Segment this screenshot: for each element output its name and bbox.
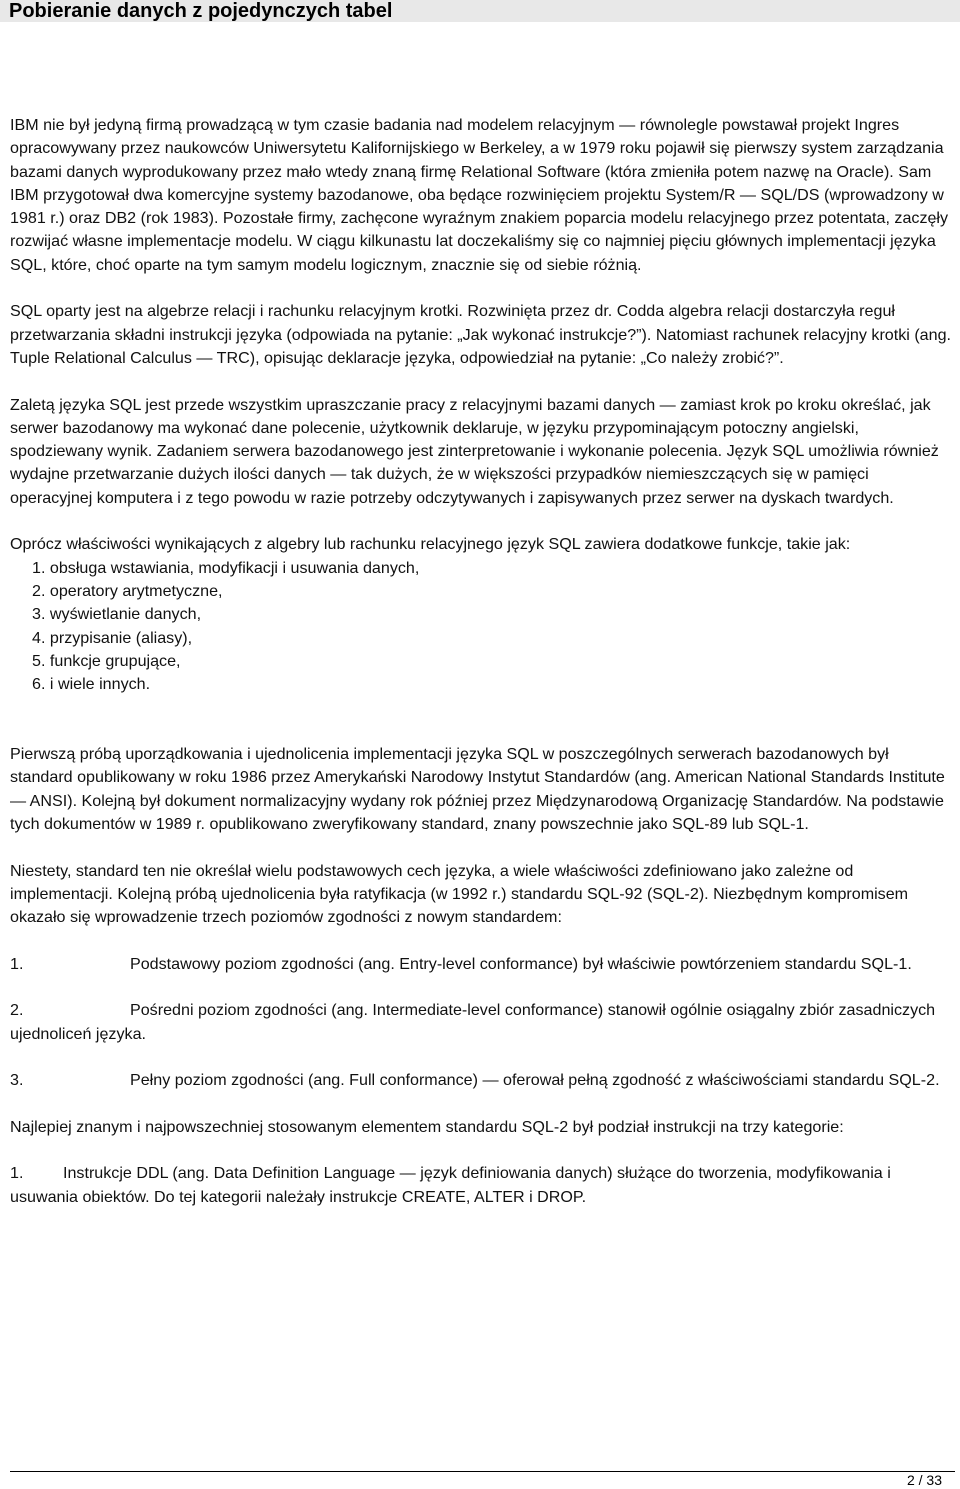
list-item: 6. i wiele innych. — [32, 675, 151, 694]
list-item: 2. operatory arytmetyczne, — [32, 581, 223, 600]
page-number: 2 / 33 — [906, 1472, 942, 1488]
category-text: Instrukcje DDL (ang. Data Definition Language — język definiowania danych) służące do tworzenia, modyfikowania i usuwania obiektów. Do tej kategorii należały instrukcje CREATE, ALTER i DROP. — [10, 1164, 891, 1206]
level-text: Podstawowy poziom zgodności (ang. Entry-level conformance) był właściwie powtórzeniem standardu SQL-1. — [130, 954, 912, 973]
paragraph-sql92: Niestety, standard ten nie określał wielu podstawowych cech języka, a wiele właściwości zdefiniowano jako zależne od implementacji. Kolejną próbą ujednolicenia była ratyfikacja (w 1992 r.) standardu SQL-92 (SQL-2). Niezbędnym kompromisem okazało się wprowadzenie trzech poziomów zgodności z nowym standardem: — [10, 861, 909, 927]
paragraph-algebra: SQL oparty jest na algebrze relacji i rachunku relacyjnym krotki. Rozwinięta przez dr. Codda algebra relacji dostarczyła reguł przetwarzania składni instrukcji języka (odpowiada na pytanie: „Jak wykonać instrukcje?”). Natomiast rachunek relacyjny krotki (ang. Tuple Relational Calculus — TRC), opisując deklaracje języka, odpowiedział na pytanie: „Co należy zrobić?”. — [10, 302, 951, 367]
category-ddl — [10, 1162, 955, 1209]
conformance-level-3 — [10, 1069, 955, 1092]
level-number: 1. — [10, 954, 24, 973]
category-number: 1. — [10, 1164, 24, 1183]
list-item: 5. funkcje grupujące, — [32, 651, 181, 670]
header-band — [0, 0, 960, 22]
conformance-level-1 — [10, 953, 955, 976]
level-number: 2. — [10, 1001, 24, 1020]
paragraph-categories-intro: Najlepiej znanym i najpowszechniej stosowanym elementem standardu SQL-2 był podział instrukcji na trzy kategorie: — [10, 1117, 844, 1136]
conformance-level-2 — [10, 999, 955, 1046]
document-body — [10, 114, 955, 1232]
document-title: Pobieranie danych z pojedynczych tabel — [9, 0, 393, 22]
spacer — [10, 720, 955, 743]
level-text: Pełny poziom zgodności (ang. Full conformance) — oferował pełną zgodność z właściwościami standardu SQL-2. — [130, 1071, 940, 1090]
level-number: 3. — [10, 1071, 24, 1090]
paragraph-advantages: Zaletą języka SQL jest przede wszystkim upraszczanie pracy z relacyjnymi bazami danych — zamiast krok po kroku określać, jak serwer bazodanowy ma wykonać dane polecenie, użytkownik deklaruje, w języku przypominającym potoczny angielski, spodziewany wynik. Zadaniem serwera bazodanowego jest zinterpretowanie i wykonanie polecenia. Język SQL umożliwia również wydajne przetwarzanie dużych ilości danych — tak dużych, że w większości przypadków niemieszczących się w pamięci operacyjnej komputera i z tego powodu w razie potrzeby odczytywanych i zapisywanych przez serwer na dyskach twardych. — [10, 395, 939, 507]
features-list — [10, 557, 955, 697]
paragraph-features-intro: Oprócz właściwości wynikających z algebry lub rachunku relacyjnego język SQL zawiera dodatkowe funkcje, takie jak: — [10, 535, 851, 554]
list-item: 4. przypisanie (aliasy), — [32, 628, 193, 647]
list-item: 1. obsługa wstawiania, modyfikacji i usuwania danych, — [32, 558, 420, 577]
paragraph-standards: Pierwszą próbą uporządkowania i ujednolicenia implementacji języka SQL w poszczególnych serwerach bazodanowych był standard opublikowany w roku 1986 przez Amerykański Narodowy Instytut Standardów (ang. American National Standards Institute — ANSI). Kolejną był dokument normalizacyjny wydany rok później przez Międzynarodową Organizację Standardów. Na podstawie tych dokumentów w 1989 r. opublikowano zweryfikowany standard, znany powszechnie jako SQL-89 lub SQL-1. — [10, 745, 945, 833]
footer-divider — [10, 1471, 955, 1472]
list-item: 3. wyświetlanie danych, — [32, 605, 202, 624]
level-text: Pośredni poziom zgodności (ang. Intermediate-level conformance) stanowił ogólnie osiągalny zbiór zasadniczych ujednoliceń języka. — [10, 1001, 936, 1043]
paragraph-history: IBM nie był jedyną firmą prowadzącą w tym czasie badania nad modelem relacyjnym — równolegle powstawał projekt Ingres opracowywany przez naukowców Uniwersytetu Kalifornijskiego w Berkeley, a w 1979 roku pojawił się pierwszy system zarządzania bazami danych wyprodukowany przez mało wtedy znaną firmę Relational Software (która zmieniła potem nazwę na Oracle). Sam IBM przygotował dwa komercyjne systemy bazodanowe, oba będące rozwinięciem projektu System/R — SQL/DS (wprowadzony w 1981 r.) oraz DB2 (rok 1983). Pozostałe firmy, zachęcone wyraźnym znakiem poparcia modelu relacyjnego przez potentata, zaczęły rozwijać własne implementacje modelu. W ciągu kilkunastu lat doczekaliśmy się co najmniej pięciu głównych implementacji języka SQL, które, choć oparte na tym samym modelu logicznym, znacznie się od siebie różnią. — [10, 116, 949, 274]
